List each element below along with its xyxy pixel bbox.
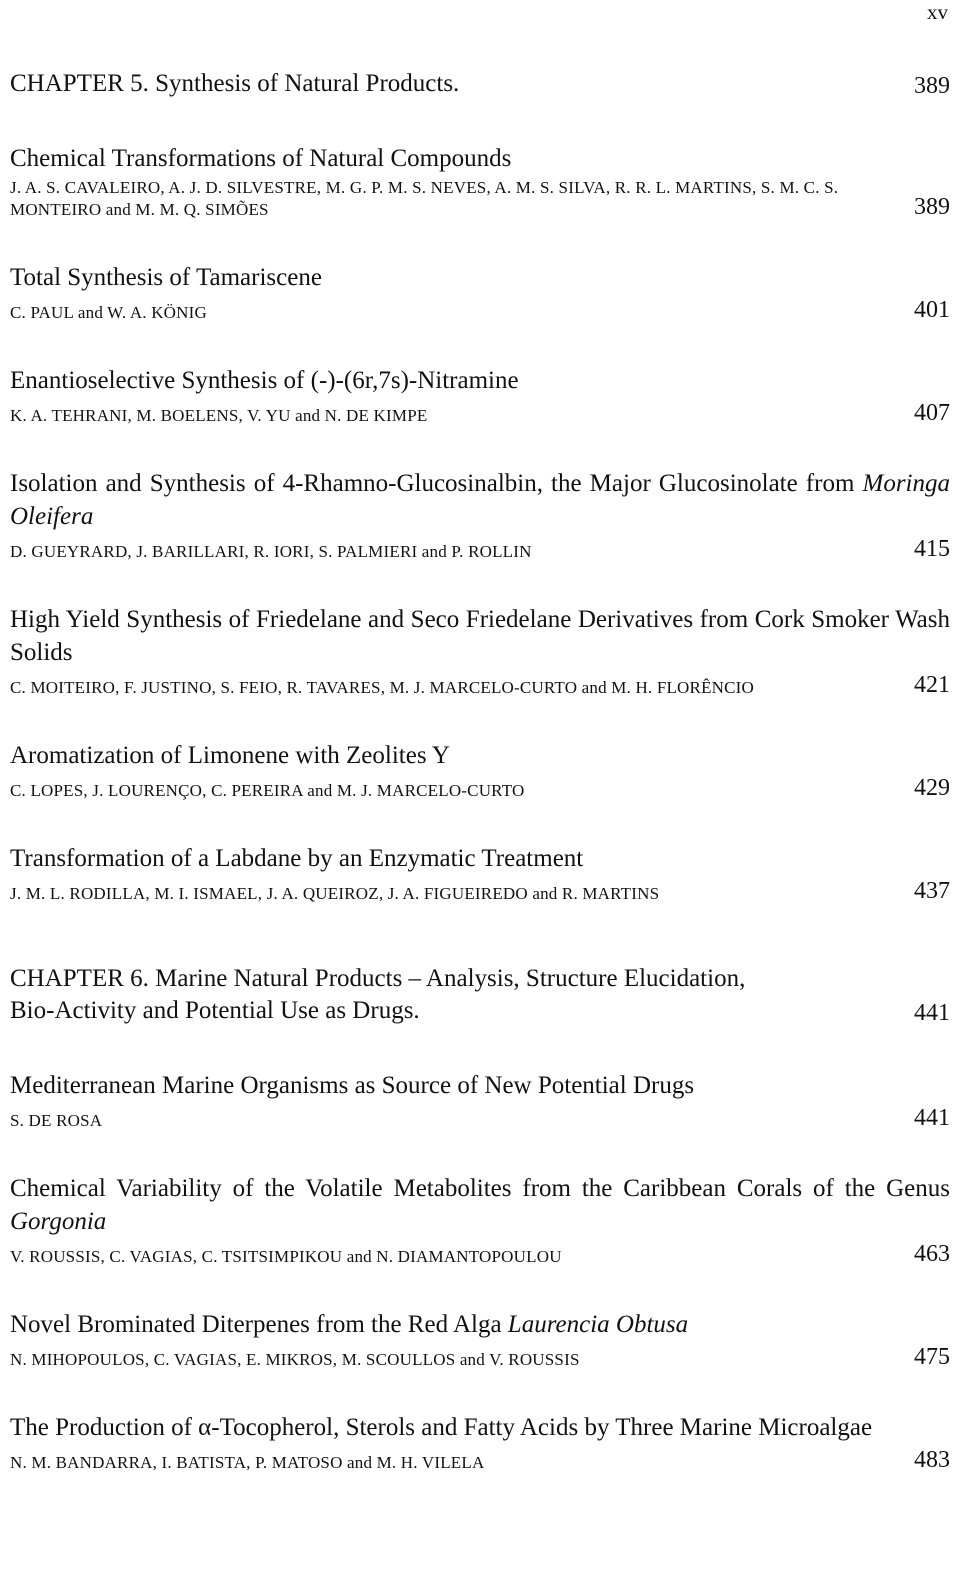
entry-authors: C. LOPES, J. LOURENÇO, C. PEREIRA and M. J. MARCELO-CURTO bbox=[10, 781, 525, 800]
entry-title-italic-part: Gorgonia bbox=[10, 1208, 107, 1235]
entry-title-part: Mediterranean Marine Organisms as Source of New Potential Drugs bbox=[10, 1072, 695, 1099]
entry-page-number: 437 bbox=[914, 878, 950, 904]
chapter-title: CHAPTER 6. Marine Natural Products – Analysis, Structure Elucidation, Bio-Activity and Potential Use as Drugs. bbox=[10, 965, 746, 1024]
chapter-page-number: 389 bbox=[914, 73, 950, 99]
entry-title-part: Total Synthesis of Tamariscene bbox=[10, 264, 322, 291]
entry-title-part: The Production of α-Tocopherol, Sterols and Fatty Acids by Three Marine Microalgae bbox=[10, 1414, 873, 1441]
toc-entry bbox=[10, 261, 950, 324]
entry-authors-row bbox=[10, 877, 950, 905]
entry-authors: V. ROUSSIS, C. VAGIAS, C. TSITSIMPIKOU and N. DIAMANTOPOULOU bbox=[10, 1247, 562, 1266]
toc-entry bbox=[10, 1172, 950, 1268]
entry-authors: J. M. L. RODILLA, M. I. ISMAEL, J. A. QUEIROZ, J. A. FIGUEIREDO and R. MARTINS bbox=[10, 884, 660, 903]
entry-title bbox=[10, 364, 950, 397]
entry-page-number: 415 bbox=[914, 536, 950, 562]
entry-authors-row bbox=[10, 399, 950, 427]
entry-authors-row bbox=[10, 1104, 950, 1132]
entry-authors-row bbox=[10, 671, 950, 699]
entry-authors: C. MOITEIRO, F. JUSTINO, S. FEIO, R. TAVARES, M. J. MARCELO-CURTO and M. H. FLORÊNCIO bbox=[10, 678, 755, 697]
entry-title-part: Chemical Variability of the Volatile Metabolites from the Caribbean Corals of the Genus bbox=[10, 1175, 950, 1202]
entry-authors-row bbox=[10, 296, 950, 324]
entry-title-italic-part: Laurencia Obtusa bbox=[507, 1311, 689, 1338]
toc-entry bbox=[10, 603, 950, 699]
toc-entry bbox=[10, 1411, 950, 1474]
chapter-heading bbox=[10, 68, 950, 100]
entry-authors-row bbox=[10, 774, 950, 802]
entry-authors-row bbox=[10, 535, 950, 563]
toc-entry bbox=[10, 467, 950, 563]
entry-title bbox=[10, 1308, 950, 1341]
entry-authors: N. MIHOPOULOS, C. VAGIAS, E. MIKROS, M. SCOULLOS and V. ROUSSIS bbox=[10, 1350, 580, 1369]
entry-authors: N. M. BANDARRA, I. BATISTA, P. MATOSO and M. H. VILELA bbox=[10, 1453, 485, 1472]
entry-title bbox=[10, 467, 950, 533]
entry-page-number: 429 bbox=[914, 775, 950, 801]
entry-authors-row bbox=[10, 177, 950, 221]
chapter-page-number: 441 bbox=[914, 1000, 950, 1026]
entry-title-part: High Yield Synthesis of Friedelane and Seco Friedelane Derivatives from Cork Smoker Wash Solids bbox=[10, 606, 950, 666]
chapter-section bbox=[10, 963, 950, 1474]
toc-entry bbox=[10, 842, 950, 905]
entry-title-part: Transformation of a Labdane by an Enzymatic Treatment bbox=[10, 845, 584, 872]
entry-page-number: 483 bbox=[914, 1447, 950, 1473]
table-of-contents bbox=[10, 68, 950, 1532]
entry-title bbox=[10, 142, 950, 175]
toc-entry bbox=[10, 1308, 950, 1371]
entry-page-number: 401 bbox=[914, 297, 950, 323]
toc-entry bbox=[10, 739, 950, 802]
entry-title-part: Chemical Transformations of Natural Compounds bbox=[10, 145, 512, 172]
entry-authors-row bbox=[10, 1240, 950, 1268]
entry-title-part: Isolation and Synthesis of 4-Rhamno-Glucosinalbin, the Major Glucosinolate from bbox=[10, 470, 863, 497]
chapter-title: CHAPTER 5. Synthesis of Natural Products. bbox=[10, 70, 460, 97]
entry-title-part: Novel Brominated Diterpenes from the Red Alga bbox=[10, 1311, 508, 1338]
entry-title-part: Aromatization of Limonene with Zeolites Y bbox=[10, 742, 450, 769]
entry-page-number: 389 bbox=[914, 194, 950, 220]
entry-authors: J. A. S. CAVALEIRO, A. J. D. SILVESTRE, M. G. P. M. S. NEVES, A. M. S. SILVA, R. R. L. MARTINS, S. M. C. S. MONTEIRO and M. M. Q. SIMÕES bbox=[10, 178, 839, 219]
entry-authors: K. A. TEHRANI, M. BOELENS, V. YU and N. DE KIMPE bbox=[10, 406, 428, 425]
toc-entry bbox=[10, 364, 950, 427]
entry-authors-row bbox=[10, 1343, 950, 1371]
entry-title-italic-part: Moringa Oleifera bbox=[10, 470, 950, 530]
entry-page-number: 421 bbox=[914, 672, 950, 698]
entry-title bbox=[10, 1172, 950, 1238]
toc-entry bbox=[10, 1069, 950, 1132]
chapter-section bbox=[10, 68, 950, 905]
entry-title bbox=[10, 603, 950, 669]
entry-title bbox=[10, 739, 950, 772]
page-number: xv bbox=[927, 0, 948, 24]
entry-authors: S. DE ROSA bbox=[10, 1111, 103, 1130]
entry-title bbox=[10, 1411, 950, 1444]
entry-page-number: 441 bbox=[914, 1105, 950, 1131]
entry-page-number: 463 bbox=[914, 1241, 950, 1267]
entry-page-number: 475 bbox=[914, 1344, 950, 1370]
entry-title bbox=[10, 842, 950, 875]
entry-title-part: Enantioselective Synthesis of (-)-(6r,7s)-Nitramine bbox=[10, 367, 519, 394]
entry-title bbox=[10, 261, 950, 294]
entry-authors-row bbox=[10, 1446, 950, 1474]
entry-title bbox=[10, 1069, 950, 1102]
entry-page-number: 407 bbox=[914, 400, 950, 426]
entry-authors: D. GUEYRARD, J. BARILLARI, R. IORI, S. PALMIERI and P. ROLLIN bbox=[10, 542, 532, 561]
chapter-heading bbox=[10, 963, 950, 1027]
toc-entry bbox=[10, 142, 950, 221]
entry-authors: C. PAUL and W. A. KÖNIG bbox=[10, 303, 207, 322]
